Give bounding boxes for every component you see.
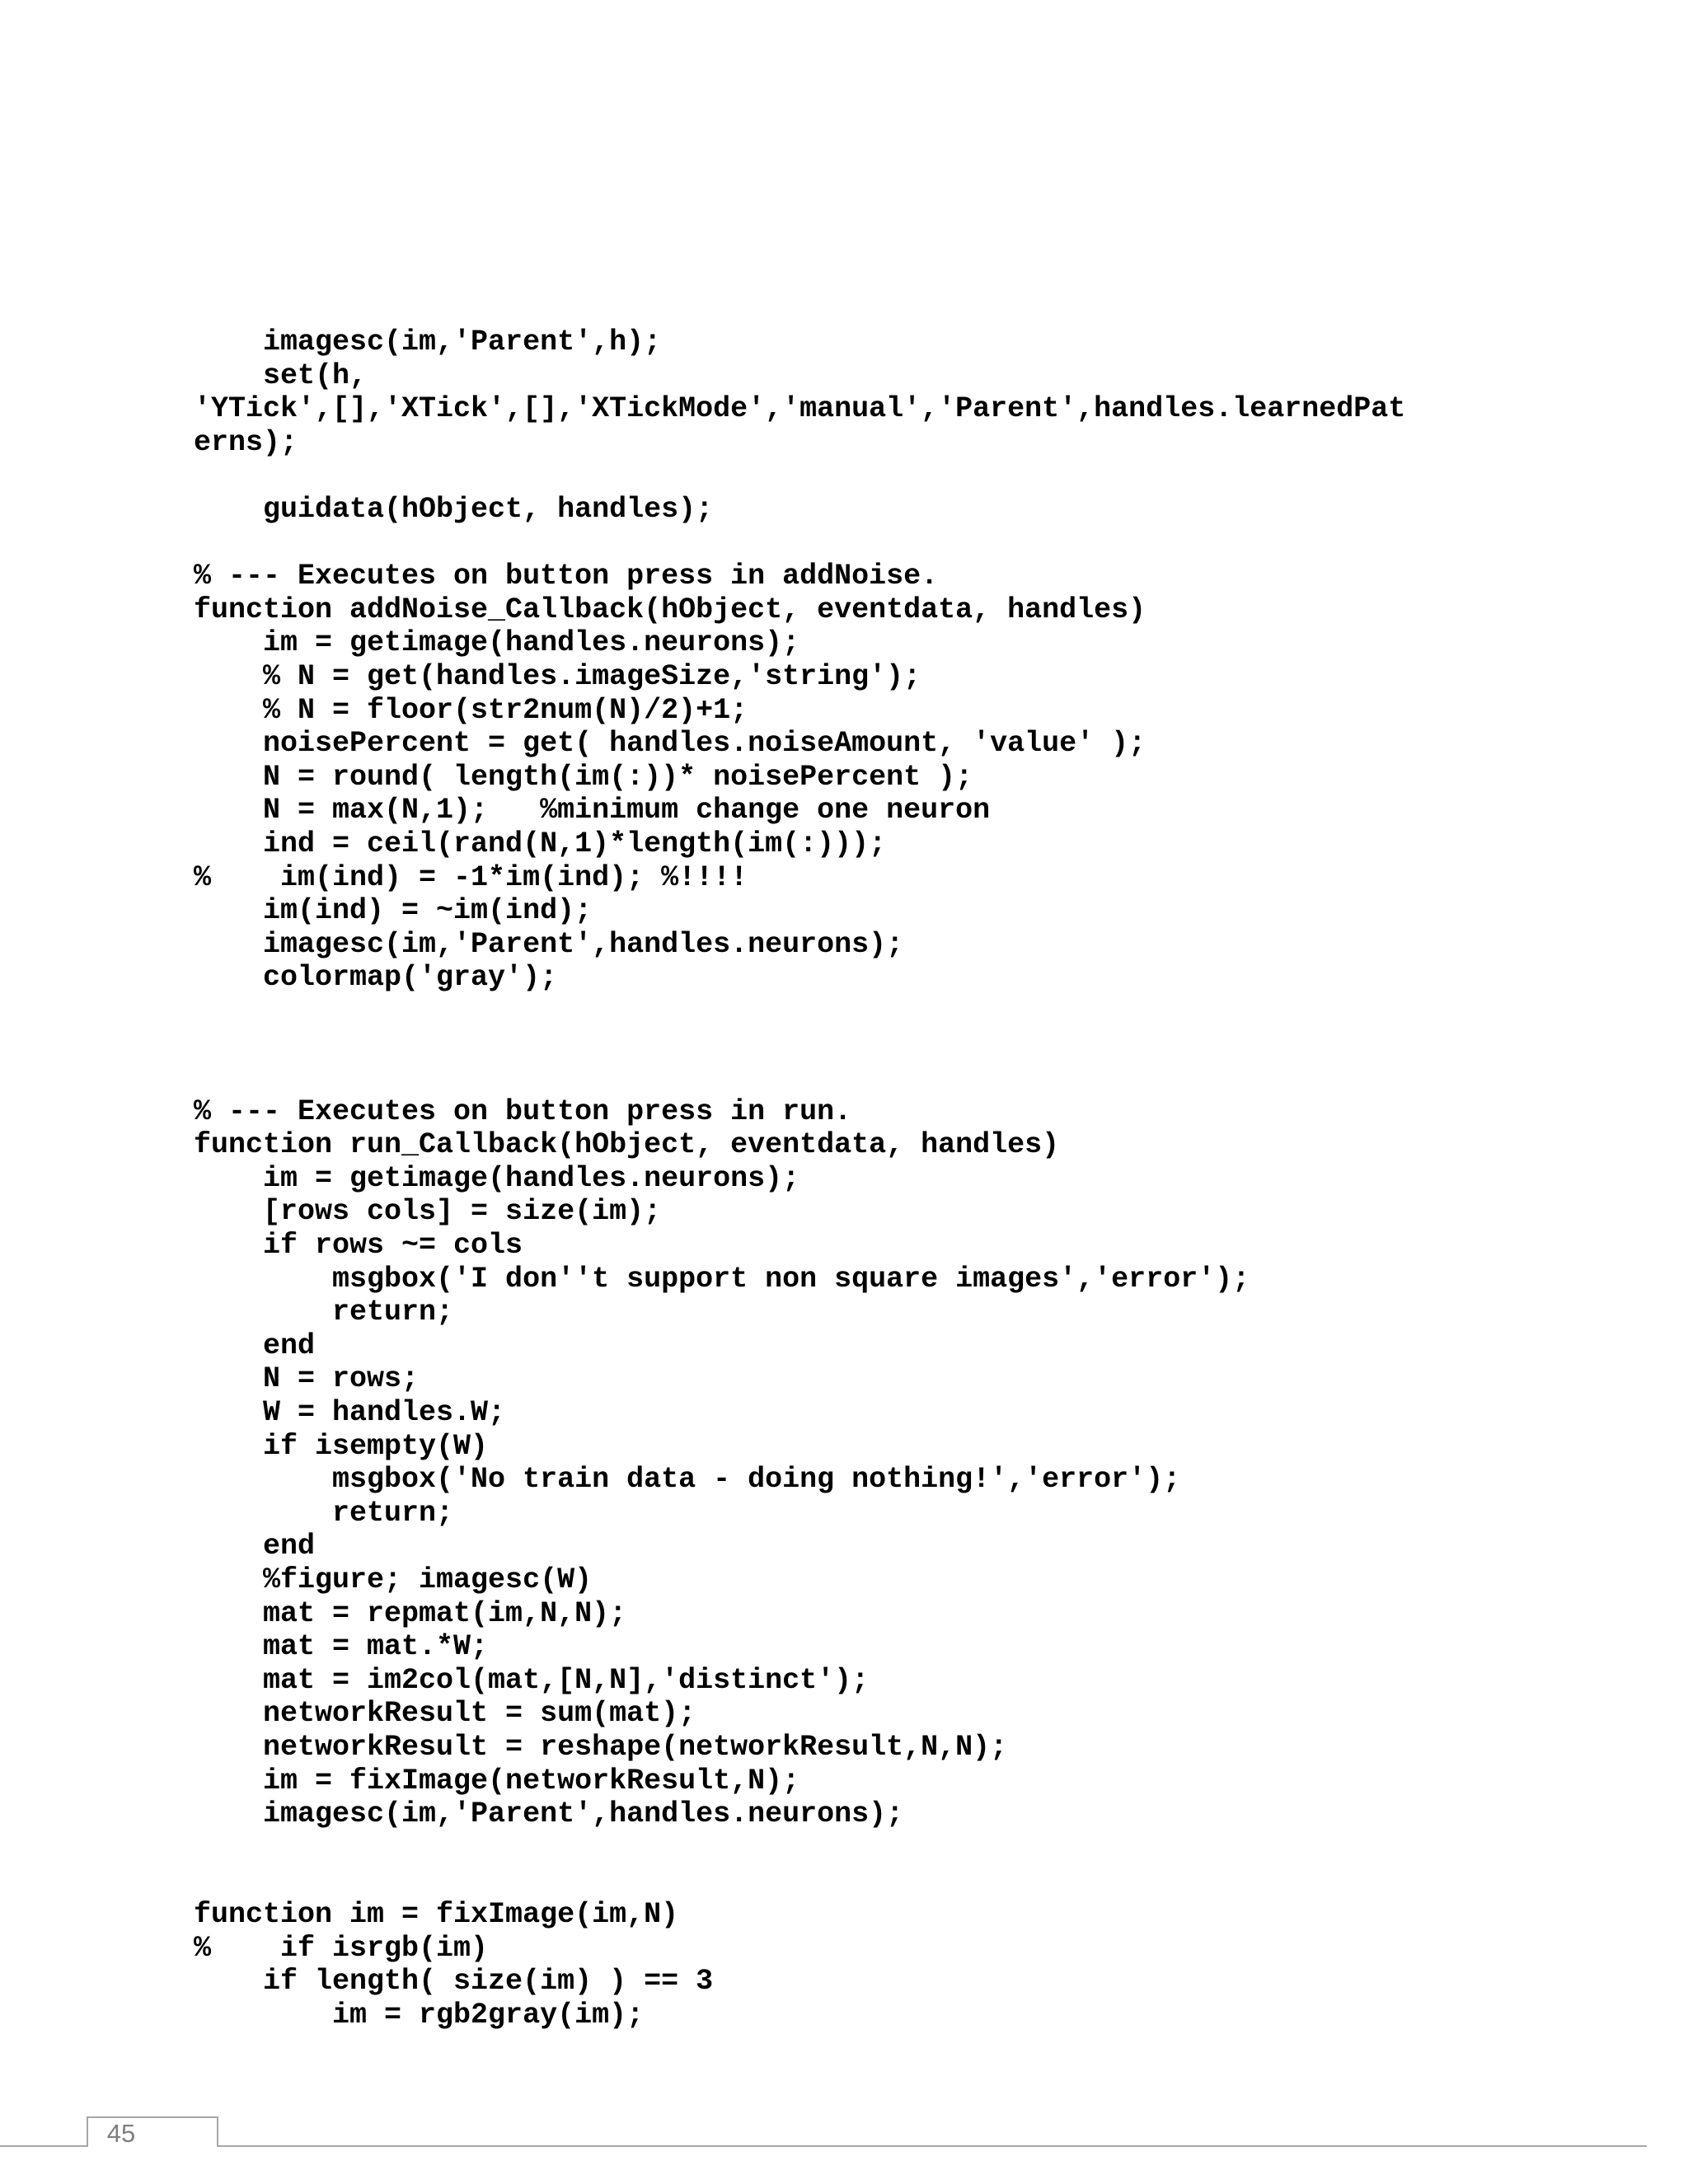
code-line xyxy=(194,459,1405,493)
code-line: return; xyxy=(194,1496,454,1530)
code-line: end xyxy=(194,1329,316,1362)
code-line: function run_Callback(hObject, eventdata, handles) xyxy=(194,1128,1060,1162)
code-line: W = handles.W; xyxy=(194,1396,506,1429)
code-line: function im = fixImage(im,N) xyxy=(194,1897,679,1931)
code-line xyxy=(194,1028,1405,1062)
code-line: % --- Executes on button press in addNoise. xyxy=(194,560,939,593)
code-line: imagesc(im,'Parent',handles.neurons); xyxy=(194,1797,904,1831)
code-line: noisePercent = get( handles.noiseAmount, 'value' ); xyxy=(194,727,1146,761)
code-line: if length( size(im) ) == 3 xyxy=(194,1965,714,1999)
code-line: [rows cols] = size(im); xyxy=(194,1195,662,1229)
code-line: function addNoise_Callback(hObject, eventdata, handles) xyxy=(194,593,1146,626)
code-line: networkResult = reshape(networkResult,N,N); xyxy=(194,1730,1008,1764)
code-line: return; xyxy=(194,1296,454,1329)
code-line: msgbox('I don''t support non square images','error'); xyxy=(194,1262,1250,1296)
code-line: mat = mat.*W; xyxy=(194,1630,489,1664)
code-line xyxy=(194,1831,1405,1865)
code-line: set(h, xyxy=(194,359,368,392)
code-line: imagesc(im,'Parent',handles.neurons); xyxy=(194,927,904,961)
code-line: N = rows; xyxy=(194,1362,420,1396)
code-line: N = round( length(im(:))* noisePercent ); xyxy=(194,760,973,794)
code-line: msgbox('No train data - doing nothing!','error'); xyxy=(194,1463,1181,1497)
code-line: if rows ~= cols xyxy=(194,1229,523,1263)
code-line: networkResult = sum(mat); xyxy=(194,1697,696,1731)
page-number-tab xyxy=(87,2116,218,2147)
code-line: % N = get(handles.imageSize,'string'); xyxy=(194,659,921,693)
code-line: im = fixImage(networkResult,N); xyxy=(194,1764,800,1797)
code-line: im = getimage(handles.neurons); xyxy=(194,1161,800,1195)
code-line: im(ind) = ~im(ind); xyxy=(194,894,593,928)
footer-rule-left xyxy=(0,2145,87,2147)
code-line: im = getimage(handles.neurons); xyxy=(194,626,800,660)
code-line xyxy=(194,527,1405,560)
footer-rule-right xyxy=(217,2145,1647,2147)
code-line: % N = floor(str2num(N)/2)+1; xyxy=(194,693,748,727)
code-line: if isempty(W) xyxy=(194,1429,489,1463)
code-line: %figure; imagesc(W) xyxy=(194,1563,593,1596)
page-number: 45 xyxy=(106,2119,136,2148)
code-line: % if isrgb(im) xyxy=(194,1931,489,1965)
code-line: % im(ind) = -1*im(ind); %!!!! xyxy=(194,860,748,894)
code-listing xyxy=(194,326,1405,2032)
code-line: N = max(N,1); %minimum change one neuron xyxy=(194,794,991,827)
code-line: imagesc(im,'Parent',h); xyxy=(194,326,662,359)
code-line xyxy=(194,995,1405,1029)
code-line: mat = im2col(mat,[N,N],'distinct'); xyxy=(194,1663,870,1697)
code-line: end xyxy=(194,1530,316,1563)
code-line: im = rgb2gray(im); xyxy=(194,1998,645,2032)
code-line: % --- Executes on button press in run. xyxy=(194,1094,852,1128)
code-line: ind = ceil(rand(N,1)*length(im(:))); xyxy=(194,827,887,860)
code-line: 'YTick',[],'XTick',[],'XTickMode','manual','Parent',handles.learnedPat xyxy=(194,392,1406,426)
code-line xyxy=(194,1062,1405,1095)
code-line: erns); xyxy=(194,425,298,459)
code-line xyxy=(194,1864,1405,1898)
code-line: mat = repmat(im,N,N); xyxy=(194,1596,627,1630)
code-line: guidata(hObject, handles); xyxy=(194,492,714,526)
code-line: colormap('gray'); xyxy=(194,961,558,995)
